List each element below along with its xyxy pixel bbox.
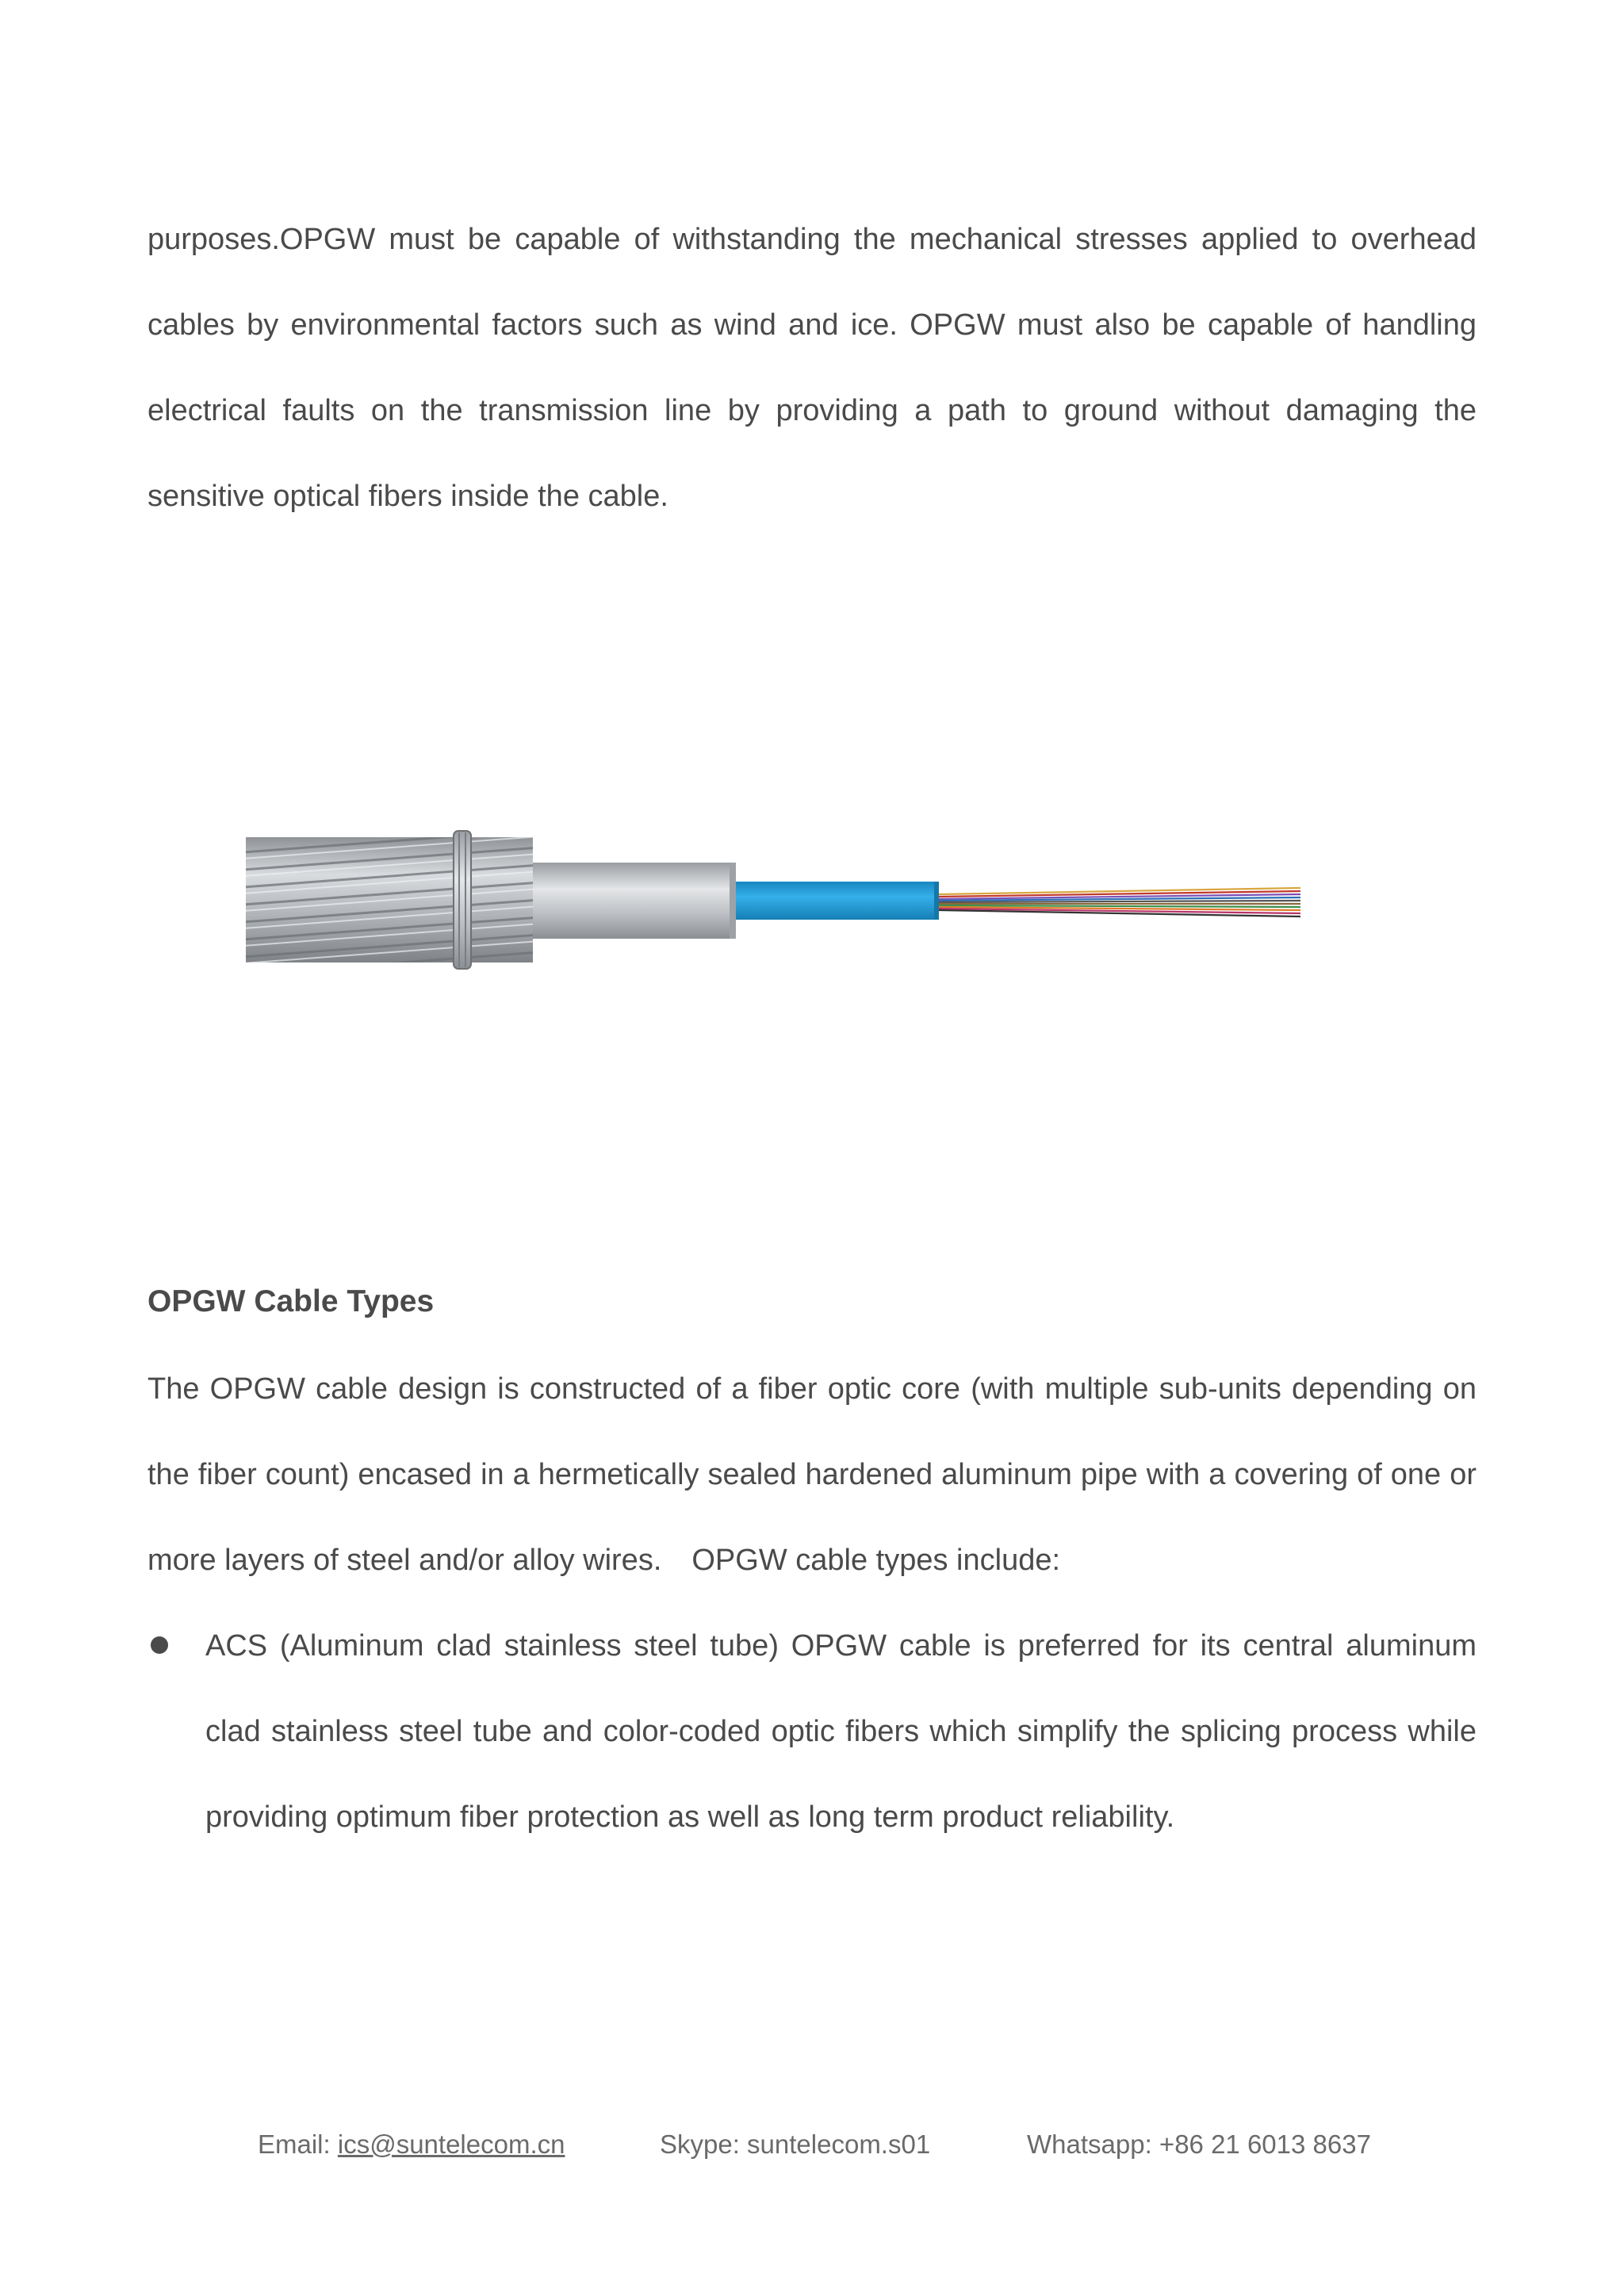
opgw-cable-cutaway-image [238,825,1316,975]
section-heading: OPGW Cable Types [147,1284,435,1318]
list-item [147,1603,1477,1860]
binder-ring [454,831,471,969]
footer-whatsapp: Whatsapp: +86 21 6013 8637 [1027,2130,1371,2159]
footer-email-label: Email: [258,2130,338,2159]
cable-types-list [147,1603,1477,1860]
footer-skype: Skype: suntelecom.s01 [660,2130,931,2159]
footer-email [258,2125,565,2164]
buffer-tube [736,882,938,920]
types-paragraph: The OPGW cable design is constructed of a fiber optic core (with multiple sub-units depending on the fiber count) encased in a hermetically sealed hardened aluminum pipe with a covering of one or more layers of steel and/or alloy wires. OPGW cable types include: [147,1372,1477,1577]
bullet-icon [151,1636,168,1654]
aluminum-tube [533,863,735,939]
email-link[interactable]: ics@suntelecom.cn [337,2130,565,2159]
optical-fibers [939,888,1300,916]
list-item-text: ACS (Aluminum clad stainless steel tube) OPGW cable is preferred for its central aluminum clad stainless steel tube and color-coded optic fibers which simplify the splicing process while providing optimum fiber protection as well as long term product reliability. [205,1629,1477,1834]
intro-paragraph: purposes.OPGW must be capable of withstanding the mechanical stresses applied to overhead cables by environmental factors such as wind and ice. OPGW must also be capable of handling electrical faults on the transmission line by providing a path to ground without damaging the sensitive optical fibers inside the cable. [147,223,1477,513]
